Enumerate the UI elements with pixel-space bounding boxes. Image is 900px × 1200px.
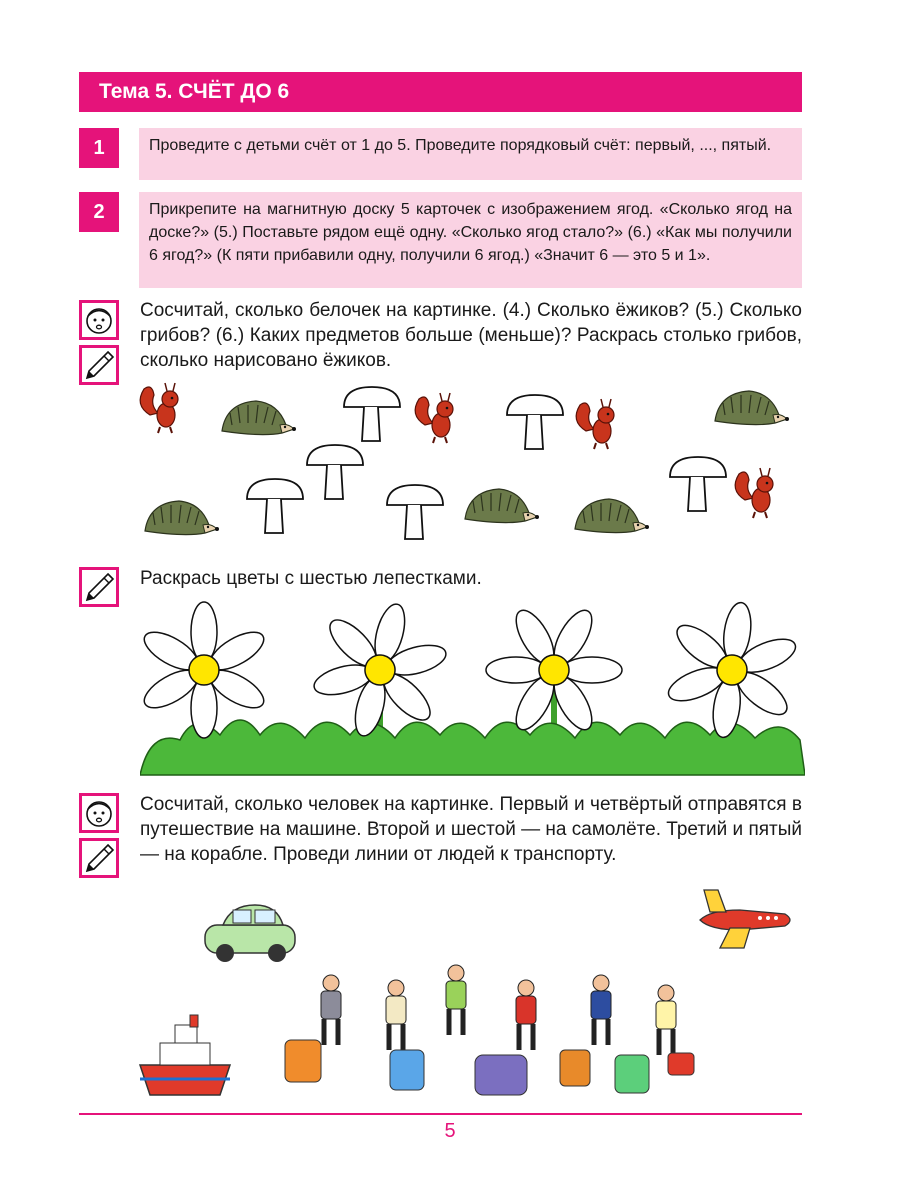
face-icon bbox=[79, 300, 119, 340]
people-group bbox=[285, 965, 694, 1095]
face-icon bbox=[79, 793, 119, 833]
person-5 bbox=[591, 975, 611, 1045]
note-number-2: 2 bbox=[79, 192, 119, 232]
squirrel-image bbox=[415, 393, 453, 443]
topic-header bbox=[79, 72, 802, 112]
mushroom-image bbox=[307, 445, 363, 499]
pencil-icon bbox=[79, 567, 119, 607]
mushroom-image bbox=[344, 387, 400, 441]
squirrel-image bbox=[735, 468, 773, 518]
animals-mushrooms-illustration bbox=[130, 375, 810, 560]
flowers-illustration bbox=[140, 600, 805, 780]
teacher-note-1: Проведите с детьми счёт от 1 до 5. Проведите порядковый счёт: первый, ..., пятый. bbox=[139, 128, 802, 180]
task-color-flowers: Раскрась цветы с шестью лепестками. bbox=[140, 568, 482, 589]
mushroom-image bbox=[387, 485, 443, 539]
airplane-image bbox=[700, 890, 790, 948]
pencil-icon bbox=[79, 838, 119, 878]
squirrel-image bbox=[576, 399, 614, 449]
footer-divider bbox=[79, 1113, 802, 1115]
mushroom-image bbox=[670, 457, 726, 511]
task-count-animals: Сосчитай, сколько белочек на картинке. (4.) Сколько ёжиков? (5.) Сколько грибов? (6.) Каких предметов больше (меньше)? Раскрась столько грибов, сколько нарисовано ёжиков. bbox=[140, 300, 802, 371]
travel-illustration bbox=[135, 885, 805, 1105]
ship-image bbox=[140, 1015, 230, 1095]
hedgehog-image bbox=[715, 391, 789, 425]
squirrel-image bbox=[140, 383, 178, 433]
car-image bbox=[205, 905, 295, 962]
hedgehog-image bbox=[222, 401, 296, 435]
mushroom-image bbox=[507, 395, 563, 449]
person-2 bbox=[386, 980, 406, 1050]
page-number: 5 bbox=[444, 1120, 456, 1142]
hedgehog-image bbox=[575, 499, 649, 533]
pencil-icon bbox=[79, 345, 119, 385]
mushroom-image bbox=[247, 479, 303, 533]
person-1 bbox=[321, 975, 341, 1045]
person-6 bbox=[656, 985, 676, 1055]
daisy-flower bbox=[140, 602, 269, 738]
hedgehog-image bbox=[465, 489, 539, 523]
hedgehog-image bbox=[145, 501, 219, 535]
topic-title: Тема 5. СЧЁТ ДО 6 bbox=[99, 80, 290, 103]
person-3 bbox=[446, 965, 466, 1035]
person-4 bbox=[516, 980, 536, 1050]
teacher-note-2: Прикрепите на магнитную доску 5 карточек с изображением ягод. «Сколько ягод на доске?» (5.) Поставьте рядом ещё одну. «Сколько ягод стало?» (6.) «Как мы получили 6 ягод?» (К пяти прибавили одну, получили 6 ягод.) «Значит 6 — это 5 и 1». bbox=[139, 192, 802, 288]
task-travel-lines: Сосчитай, сколько человек на картинке. Первый и четвёртый отправятся в путешествие на машине. Второй и шестой — на самолёте. Третий и пятый — на корабле. Проведи линии от людей к транспорту. bbox=[140, 794, 802, 865]
note-number-1: 1 bbox=[79, 128, 119, 168]
